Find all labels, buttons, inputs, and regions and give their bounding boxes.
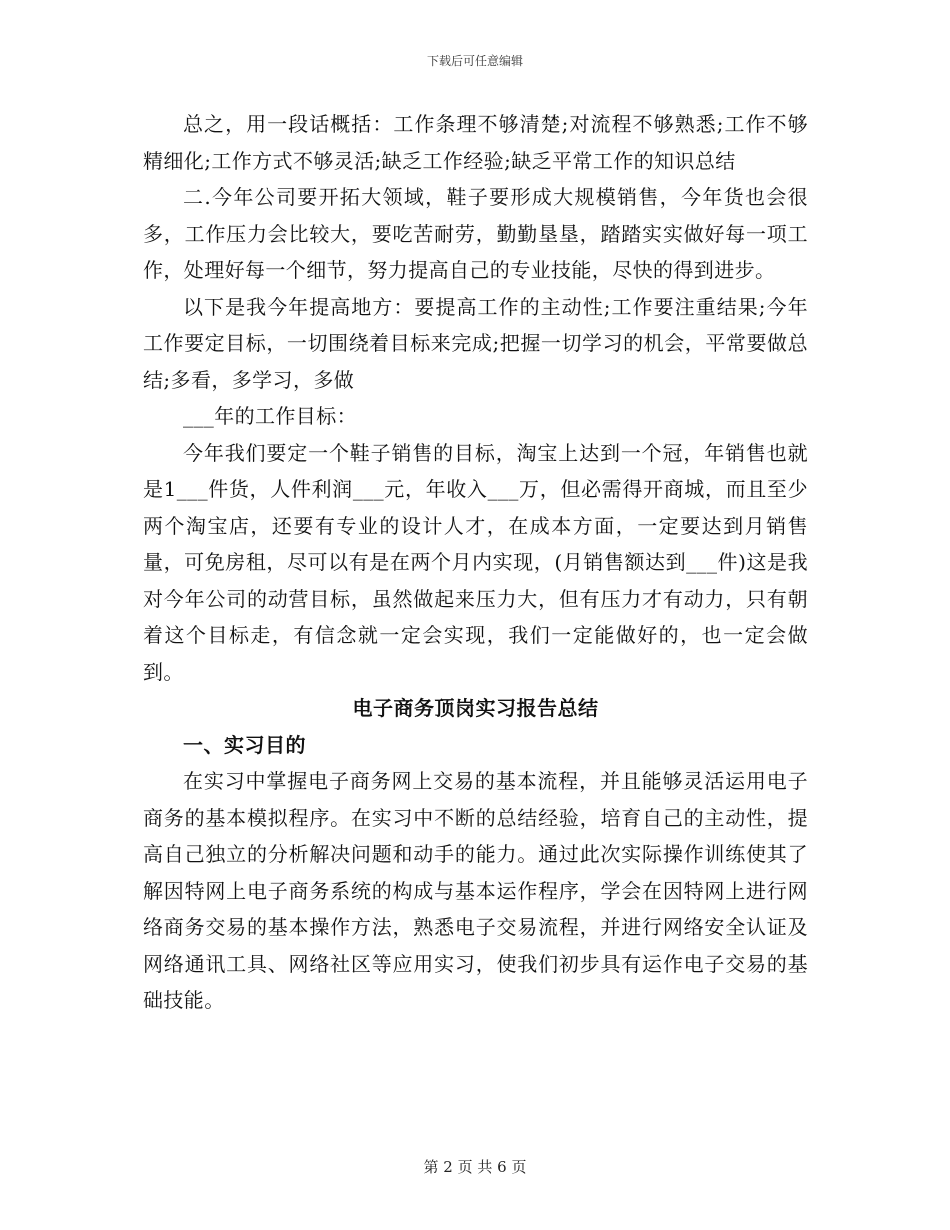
paragraph-sales-goal: 今年我们要定一个鞋子销售的目标，淘宝上达到一个冠，年销售也就是1___件货，人件利润___元，年收入___万，但必需得开商城，而且至少两个淘宝店，还要有专业的设计人才，在成本方面，一定要达到月销售量，可免房租，尽可以有是在两个月内实现，(月销售额达到___件)这是我对今年公司的动营目标，虽然做起来压力大，但有压力才有动力，只有朝着这个目标走，有信念就一定会实现，我们一定能做好的，也一定会做到。 bbox=[143, 440, 808, 684]
section-title: 电子商务顶岗实习报告总结 bbox=[352, 696, 599, 720]
paragraph-goals-label: ___年的工作目标： bbox=[183, 404, 357, 428]
section-heading: 一、实习目的 bbox=[183, 732, 306, 757]
page-number: 第 2 页 共 6 页 bbox=[423, 1158, 527, 1176]
document-body bbox=[143, 106, 808, 1019]
paragraph-expansion: 二.今年公司要开拓大领域，鞋子要形成大规模销售，今年货也会很多，工作压力会比较大，要吃苦耐劳，勤勤垦垦，踏踏实实做好每一项工作，处理好每一个细节，努力提高自己的专业技能，尽快的得到进步。 bbox=[143, 185, 808, 282]
page-header-note: 下载后可任意编辑 bbox=[426, 54, 523, 68]
paragraph-internship-purpose: 在实习中掌握电子商务网上交易的基本流程，并且能够灵活运用电子商务的基本模拟程序。在实习中不断的总结经验，培育自己的主动性，提高自己独立的分析解决问题和动手的能力。通过此次实际操作训练使其了解因特网上电子商务系统的构成与基本运作程序，学会在因特网上进行网络商务交易的基本操作方法，熟悉电子交易流程，并进行网络安全认证及网络通讯工具、网络社区等应用实习，使我们初步具有运作电子交易的基础技能。 bbox=[143, 769, 808, 1012]
paragraph-improvements: 以下是我今年提高地方：要提高工作的主动性;工作要注重结果;今年工作要定目标，一切围绕着目标来完成;把握一切学习的机会，平常要做总结;多看，多学习，多做 bbox=[143, 294, 808, 392]
paragraph-summary: 总之，用一段话概括：工作条理不够清楚;对流程不够熟悉;工作不够精细化;工作方式不够灵活;缺乏工作经验;缺乏平常工作的知识总结 bbox=[143, 112, 808, 173]
